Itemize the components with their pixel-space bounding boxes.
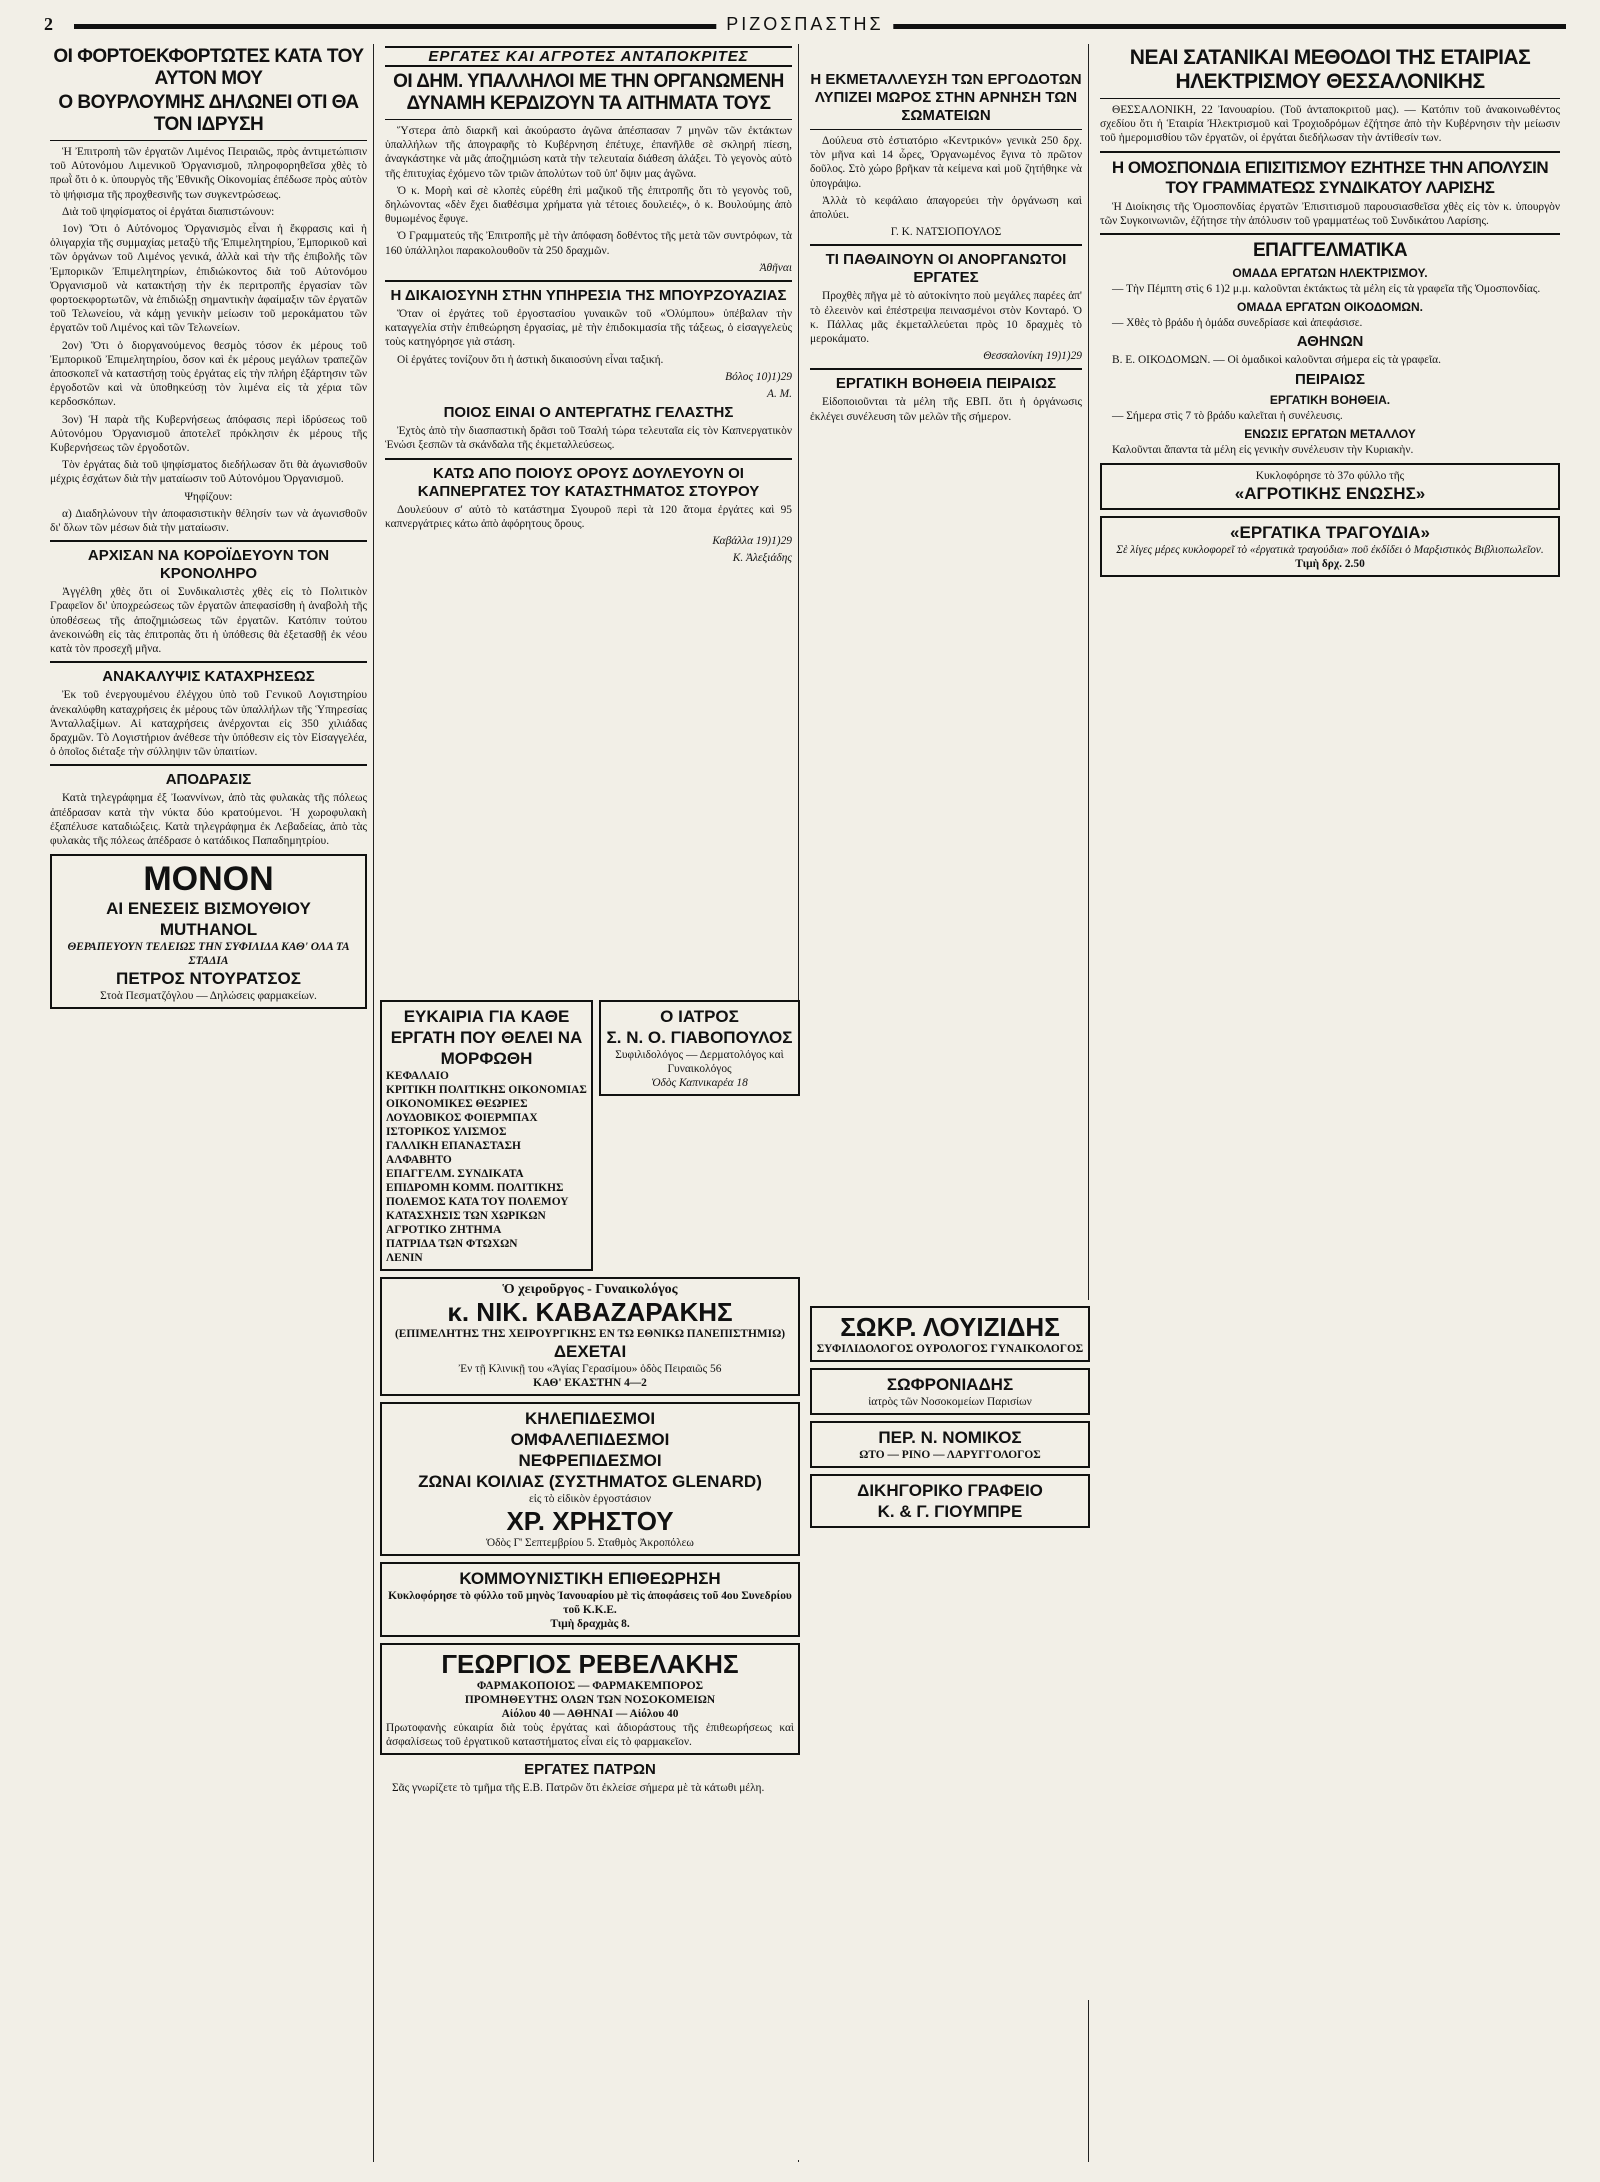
ad-title: ΣΩΚΡ. ΛΟΥΙΖΙΔΗΣ <box>840 1312 1060 1342</box>
ad-title: Ὁ χειροῦργος - Γυναικολόγος <box>502 1282 678 1297</box>
advertisement-bandages <box>380 1402 800 1556</box>
col3-ads <box>810 1300 1090 2000</box>
paragraph: Εἰδοποιοῦνται τὰ μέλη τῆς ΕΒΠ. ὅτι ἡ ὀργάνωσις ἐκλέγει συνέλευση τῶν μελῶν τῆς σήμερον. <box>810 396 1082 423</box>
book-item: ΛΟΥΔΟΒΙΚΟΣ ΦΟΙΕΡΜΠΑΧ <box>386 1112 538 1124</box>
notice-title: ΟΜΑΔΑ ΕΡΓΑΤΩΝ ΗΛΕΚΤΡΙΣΜΟΥ. <box>1232 266 1428 281</box>
book-item: ΕΠΙΔΡΟΜΗ ΚΟΜΜ. ΠΟΛΙΤΙΚΗΣ <box>386 1182 564 1194</box>
column-1 <box>44 44 374 2162</box>
ad-price: Τιμὴ δραχμὰς 8. <box>550 1618 630 1630</box>
paragraph: Ἡ Ἐπιτροπὴ τῶν ἐργατῶν Λιμένος Πειραιῶς, πρὸς ἀντιμετώπισιν τοῦ Αὐτονόμου Λιμενικοῦ Ὀργανισμοῦ, πληροφορηθεῖσα χθὲς τὸ πρωῒ ὅτι ὁ κ. ὑπουργὸς τῆς Ἐθνικῆς Οἰκονομίας ἐπέδωσε πρὸς αὐτὸν τὸ ψήφισμα τῆς προχθεσινῆς των συγκεντρώσεως. <box>50 146 367 201</box>
page-number: 2 <box>44 14 53 34</box>
paragraph: Ὅταν οἱ ἐργάτες τοῦ ἐργοστασίου γυναικῶν τοῦ «Ὀλύμπου» ὑπέβαλαν τὴν καταγγελία στὴν ἐπιθεώρηση ἐργασίας, μὲ τὴν ἐπιδοκιμασία τῆς τάξεως, ὁ εἰσαγγελεὺς τοὺς κατηγόρησε γιὰ στάση. <box>385 308 792 349</box>
signature: Α. Μ. <box>767 388 792 401</box>
book-item: ΚΕΦΑΛΑΙΟ <box>386 1070 449 1082</box>
paragraph: 1ον) Ὅτι ὁ Αὐτόνομος Ὀργανισμὸς εἶναι ἡ ἔκφρασις καὶ ἡ ὀλιγαρχία τῆς συμμαχίας μεταξὺ τῆς Ἐπιμελητηρίου, Ἐμπορικοῦ καὶ τῶν ὀργάνων τοῦ Λιμένος γενικά, ἀλλὰ καὶ τὴν τῆς ἐπιβολῆς τῶν Ἐμπορικῶν Ἐπιμελητηρίων, ἐπιδιώκοντος διὰ τοῦ Αὐτονόμου Ὀργανισμοῦ νὰ κατακτήσῃ τὴν ἐκ περιτροπῆς ἐργασίαν τῶν φορτοεκφορτωτῶν, νὰ ἐπιδιώξῃ σημαντικὴν ἀφαίμαξιν τῶν ἐργατῶν τοῦ Τελωνείου, νὰ κάμῃ γενικὴν μείωσιν τοῦ μεροκάματου τῶν ἐργατῶν τοῦ Λιμένος καὶ τῶν Τελωνείων. <box>50 223 367 335</box>
paragraph: Δούλευα στὸ ἐστιατόριο «Κεντρικόν» γενικὰ 250 δρχ. τὸν μῆνα καὶ 14 ὧρες, Ὀργανωμένος ἔγινα τὸ πρῶτον δοῦλος. Στὸ χώρο βρῆκαν τὰ κείμενα καὶ μοῦ ζητήθηκε νὰ ὑπογράψω. <box>810 135 1082 190</box>
advertisement-pharmacy <box>380 1643 800 1755</box>
book-list <box>386 1069 587 1265</box>
columns <box>44 44 1566 2162</box>
book-item: ΠΟΛΕΜΟΣ ΚΑΤΑ ΤΟΥ ΠΟΛΕΜΟΥ <box>386 1196 569 1208</box>
section-band: ΕΡΓΑΤΕΣ ΚΑΙ ΑΓΡΟΤΕΣ ΑΝΤΑΠΟΚΡΙΤΕΣ <box>385 46 792 67</box>
dateline: Καβάλλα 19)1)29 <box>712 535 792 548</box>
ad-subtitle: (ΕΠΙΜΕΛΗΤΗΣ ΤΗΣ ΧΕΙΡΟΥΡΓΙΚΗΣ ΕΝ ΤΩ ΕΘΝΙΚΩ ΠΑΝΕΠΙΣΤΗΜΙΩ) <box>395 1328 785 1340</box>
signature: Κ. Ἀλεξιάδης <box>732 552 792 565</box>
ads-block <box>380 1000 800 2160</box>
ad-address: Ἐν τῇ Κλινικῇ του «Ἁγίας Γερασίμου» ὁδὸς Πειραιῶς 56 <box>458 1363 722 1375</box>
paragraph: Δουλεύουν σ' αὐτὸ τὸ κατάστημα Σγουροῦ περὶ τὰ 120 ἄτομα ἐργάτες καὶ 95 καπνεργάτριες κάτω ἀπὸ ἀφόρητους ὅρους. <box>385 503 792 530</box>
ad-address: Ὁδὸς Γ' Σεπτεμβρίου 5. Σταθμὸς Ἀκροπόλεω <box>486 1537 694 1549</box>
ad-title: ΣΩΦΡΟΝΙΑΔΗΣ <box>886 1375 1014 1394</box>
paragraph: ΘΕΣΣΑΛΟΝΙΚΗ, 22 Ἰανουαρίου. (Τοῦ ἀνταποκριτοῦ μας). — Κατόπιν τοῦ ἀνακοινωθέντος σχεδίου ὅτι ἡ Ἑταιρία Ἠλεκτρισμοῦ καὶ Τροχιοδρόμων ἐζήτησε ἀπὸ τὴν Κυβέρνησιν τὴν μείωσιν τοῦ ἡμερομισθίου τῶν ἐργατῶν, οἱ ἐργάται διεδήλωσαν τὴν ἀντίθεσίν των. <box>1100 104 1560 145</box>
ad-title: ΔΙΚΗΓΟΡΙΚΟ ΓΡΑΦΕΙΟ <box>857 1481 1043 1500</box>
ad-title: ΚΟΜΜΟΥΝΙΣΤΙΚΗ ΕΠΙΘΕΩΡΗΣΗ <box>459 1569 721 1588</box>
headline: ΕΡΓΑΤΕΣ ΠΑΤΡΩΝ <box>524 1761 656 1778</box>
ad-title: ΜΟΝΟΝ <box>143 860 274 899</box>
signature: Γ. Κ. ΝΑΤΣΙΟΠΟΥΛΟΣ <box>890 226 1002 239</box>
ad-subtitle: ΩΤΟ — ΡΙΝΟ — ΛΑΡΥΓΓΟΛΟΓΟΣ <box>859 1449 1041 1461</box>
headline: ΝΕΑΙ ΣΑΤΑΝΙΚΑΙ ΜΕΘΟΔΟΙ ΤΗΣ ΕΤΑΙΡΙΑΣ ΗΛΕΚΤΡΙΣΜΟΥ ΘΕΣΣΑΛΟΝΙΚΗΣ <box>1129 46 1531 93</box>
headline: ΕΠΑΓΓΕΛΜΑΤΙΚΑ <box>1252 240 1408 262</box>
advertisement-law-office <box>810 1474 1090 1528</box>
ad-subtitle: ΦΑΡΜΑΚΟΠΟΙΟΣ — ΦΑΡΜΑΚΕΜΠΟΡΟΣ <box>476 1680 704 1692</box>
paragraph: Ὕστερα ἀπὸ διαρκῆ καὶ ἀκούραστο ἀγῶνα ἀπέσπασαν 7 μηνῶν τῶν ἐκτάκτων ὑπαλλήλων τῆς ἀπογραφῆς τὸ Κυβέρνηση ἐπέτυχε, ἐπανῆλθε σὲ σκληρή πίεση, ἀναγκάστηκε νὰ μᾶς ἀποζημιώση κατὰ τὴν τελευταία διάθεση ἀλάξει. Τὸ γεγονὸς αὐτὸ τῆς ἐπιτυχίας ἐχόμενο τῶν τριῶν ἀπολύτων τοῦ ὑπ' ὄψιν μας ἀγῶνα. <box>385 125 792 180</box>
ad-text: Σὲ λίγες μέρες κυκλοφορεῖ τὸ «ἐργατικὰ τραγούδια» ποῦ ἐκδίδει ὁ Μαρξιστικὸς Βιβλιοπωλεῖον. <box>1116 544 1544 557</box>
ad-line: ΖΩΝΑΙ ΚΟΙΛΙΑΣ (ΣΥΣΤΗΜΑΤΟΣ GLENARD) <box>418 1472 762 1491</box>
ad-line: εἰς τὸ εἰδικὸν ἐργοστάσιον <box>529 1493 651 1505</box>
paragraph: Σᾶς γνωρίζετε τὸ τμῆμα τῆς Ε.Β. Πατρῶν ὅτι ἐκλείσε σήμερα μὲ τὰ κάτωθι μέλη. <box>392 1782 765 1794</box>
notice-title: ΕΡΓΑΤΙΚΗ ΒΟΗΘΕΙΑ. <box>1269 392 1391 407</box>
book-item: ΙΣΤΟΡΙΚΟΣ ΥΛΙΣΜΟΣ <box>386 1126 507 1138</box>
headline: Η ΕΚΜΕΤΑΛΛΕΥΣΗ ΤΩΝ ΕΡΓΟΔΟΤΩΝ ΛΥΠΙΖΕΙ ΜΩΡΟΣ ΣΤΗΝ ΑΡΝΗΣΗ ΤΩΝ ΣΩΜΑΤΕΙΩΝ <box>810 71 1082 124</box>
signature: Ἀθῆναι <box>759 261 792 274</box>
headline: ΟΙ ΔΗΜ. ΥΠΑΛΛΗΛΟΙ ΜΕ ΤΗΝ ΟΡΓΑΝΩΜΕΝΗ ΔΥΝΑΜΗ ΚΕΡΔΙΖΟΥΝ ΤΑ ΑΙΤΗΜΑΤΑ ΤΟΥΣ <box>393 71 784 114</box>
ad-address: Ὁδὸς Καπνικαρέα 18 <box>651 1077 748 1089</box>
advertisement-nomikos <box>810 1421 1090 1468</box>
ad-agent: ΠΕΤΡΟΣ ΝΤΟΥΡΑΤΣΟΣ <box>116 969 301 989</box>
ad-price: Τιμὴ δρχ. 2.50 <box>1295 558 1365 571</box>
ad-text: Πρωτοφανὴς εὐκαιρία διὰ τοὺς ἐργάτας καὶ ἀδιοράστους τῆς ἐπιθεωρήσεως καὶ ἀσφαλίσεως τοῦ ἐργατικοῦ καταστήματος εἶναι εἰς τὸ φαρμακεῖον. <box>386 1722 794 1748</box>
ad-line: ΑΙ ΕΝΕΣΕΙΣ ΒΙΣΜΟΥΘΙΟΥ MUTHANOL <box>106 899 311 940</box>
ad-line: ΝΕΦΡΕΠΙΔΕΣΜΟΙ <box>518 1451 662 1470</box>
paragraph: α) Διαδηλώνουν τὴν ἀποφασιστικὴν θέλησίν των νὰ ἀγωνισθοῦν δι' ὅλων τῶν μέσων διὰ τὴν ματαίωσιν. <box>50 507 367 535</box>
ad-subtitle: ΠΡΟΜΗΘΕΥΤΗΣ ΟΛΩΝ ΤΩΝ ΝΟΣΟΚΟΜΕΙΩΝ <box>464 1694 716 1706</box>
headline: Η ΟΜΟΣΠΟΝΔΙΑ ΕΠΙΣΙΤΙΣΜΟΥ ΕΖΗΤΗΣΕ ΤΗΝ ΑΠΟΛΥΣΙΝ ΤΟΥ ΓΡΑΜΜΑΤΕΩΣ ΣΥΝΔΙΚΑΤΟΥ ΛΑΡΙΣΗΣ <box>1111 157 1549 197</box>
book-item: ΓΑΛΛΙΚΗ ΕΠΑΝΑΣΤΑΣΗ <box>386 1140 521 1152</box>
headline: ΤΙ ΠΑΘΑΙΝΟΥΝ ΟΙ ΑΝΟΡΓΑΝΩΤΟΙ ΕΡΓΑΤΕΣ <box>825 251 1067 287</box>
column-4 <box>1094 44 1566 2162</box>
book-item: ΚΑΤΑΣΧΗΣΙΣ ΤΩΝ ΧΩΡΙΚΩΝ <box>386 1210 546 1222</box>
paragraph: Τὸν ἐργάτας διὰ τοῦ ψηφίσματος διεδήλωσαν ὅτι θὰ ἀγωνισθοῦν μέχρις ἐσχάτων διὰ τὴν ματαίωσιν τοῦ Αὐτονόμου Ὀργανισμοῦ. <box>50 459 367 486</box>
book-item: ΑΓΡΟΤΙΚΟ ΖΗΤΗΜΑ <box>386 1224 502 1236</box>
paragraph: Προχθὲς πῆγα μὲ τὸ αὐτοκίνητο ποὺ μεγάλες παρέες ἀπ' τὸ ἐλεεινὸν καὶ ἐπέστρεψα πεινασμένοι στὸν Κονταρό. Ὁ κ. Πάλλας μᾶς ἐκμεταλλεύεται πρὸς 10 δραχμὲς τὸ μεροκάματο. <box>810 290 1082 346</box>
paragraph: Ἐκ τοῦ ἐνεργουμένου ἐλέγχου ὑπὸ τοῦ Γενικοῦ Λογιστηρίου ἀνεκαλύφθη καταχρήσεις ἐκ μέρους τῶν ὑπαλλήλων τῆς Ὑπηρεσίας Ἀνταλλαξίμων. Αἱ καταχρήσεις ἀνέρχονται εἰς 350 χιλιάδας δραχμῶν. Τὸ Λογιστήριον ἀνέθεσε τὴν ὑπόθεσιν εἰς τὸν Εἰσαγγελέα, ὁ ὁποῖος διέταξε τὴν σύλληψιν τῶν ὑπαιτίων. <box>50 689 367 759</box>
ad-title: ΠΕΡ. Ν. ΝΟΜΙΚΟΣ <box>878 1428 1022 1447</box>
advertisement-songs <box>1100 516 1560 577</box>
ad-title: ΓΕΩΡΓΙΟΣ ΡΕΒΕΛΑΚΗΣ <box>441 1649 739 1679</box>
paragraph: Ψηφίζουν: <box>184 490 233 503</box>
ad-subtitle: ἰατρὸς τῶν Νοσοκομείων Παρισίων <box>868 1396 1032 1408</box>
notice-title: ΕΝΩΣΙΣ ΕΡΓΑΤΩΝ ΜΕΤΑΛΛΟΥ <box>1244 426 1416 441</box>
ad-name: ΧΡ. ΧΡΗΣΤΟΥ <box>506 1506 674 1536</box>
advertisement-agrotiki <box>1100 463 1560 510</box>
paragraph: Καλοῦνται ἅπαντα τὰ μέλη εἰς γενικὴν συνέλευσιν τὴν Κυριακὴν. <box>1112 443 1414 456</box>
advertisement-books <box>380 1000 593 1271</box>
ad-line: ΚΗΛΕΠΙΔΕΣΜΟΙ <box>524 1409 656 1428</box>
paragraph: Ἡ Διοίκησις τῆς Ὁμοσπονδίας ἐργατῶν Ἐπισιτισμοῦ παρουσιασθεῖσα χθὲς εἰς τὸν κ. ὑπουργὸν τῶν Συγκοινωνιῶν, ἐζήτησε τὴν ἀπόλυσιν τοῦ γραμματέως τοῦ Συνδικάτου Λαρίσης. <box>1100 200 1560 227</box>
paragraph: Ἐχτὸς ἀπὸ τὴν διασπαστικὴ δρᾶσι τοῦ Τσαλή τώρα τελευταῖα εἰς τὸν Καπνεργατικὸν Ἑνώσι ξεσπῶν τὰ σκάνδαλα τῆς ἐκμεταλλεύσεως. <box>385 425 792 452</box>
paragraph: Οἱ ἐργάτες τονίζουν ὅτι ἡ ἀστικὴ δικαιοσύνη εἶναι ταξική. <box>397 353 664 366</box>
advertisement-surgeon <box>380 1277 800 1396</box>
ad-subtitle: Συφιλιδολόγος — Δερματολόγος καὶ Γυναικολόγος <box>615 1049 784 1075</box>
paper-name: ΡΙΖΟΣΠΑΣΤΗΣ <box>716 14 893 35</box>
book-item: ΛΕΝΙΝ <box>386 1252 423 1264</box>
paragraph: Κατὰ τηλεγράφημα ἐξ Ἰωαννίνων, ἀπὸ τὰς φυλακὰς τῆς πόλεως ἀπέδρασαν κατὰ τὴν νύκτα δύο κρατούμενοι. Ἡ χωροφυλακὴ ἐξαπέλυσε καταδιώξεις. Κατὰ τηλεγράφημα ἐκ Λεβαδείας, ἀπὸ τὰς φυλακὰς τῆς πόλεως ἀπέδρασε ὁ κατάδικος Παπαδημητρίου. <box>50 792 367 847</box>
ad-text: Κυκλοφόρησε τὸ φύλλο τοῦ μηνὸς Ἰανουαρίου μὲ τὶς ἀποφάσεις τοῦ 4ου Συνεδρίου τοῦ Κ.Κ.Ε. <box>388 1590 792 1616</box>
advertisement-muthanol <box>50 854 367 1009</box>
section-title: ΑΘΗΝΩΝ <box>1296 333 1364 351</box>
paragraph: Ἀλλὰ τὸ κεφάλαιο ἀπαγορεύει τὴν ὀργάνωση καὶ ἀπολύει. <box>810 194 1082 222</box>
paragraph: Β. Ε. ΟΙΚΟΔΟΜΩΝ. — Οἱ ὁμαδικοὶ καλοῦνται σήμερα εἰς τὰ γραφεῖα. <box>1112 354 1441 367</box>
headline: ΟΙ ΦΟΡΤΟΕΚΦΟΡΤΩΤΕΣ ΚΑΤΑ ΤΟΥ ΑΥΤΟΝ ΜΟΥ <box>53 46 364 89</box>
headline: Ο ΒΟΥΡΛΟΥΜΗΣ ΔΗΛΩΝΕΙ ΟΤΙ ΘΑ ΤΟΝ ΙΔΡΥΣΗ <box>58 92 359 135</box>
book-item: ΚΡΙΤΙΚΗ ΠΟΛΙΤΙΚΗΣ ΟΙΚΟΝΟΜΙΑΣ <box>386 1084 587 1096</box>
notice-title: ΟΜΑΔΑ ΕΡΓΑΤΩΝ ΟΙΚΟΔΟΜΩΝ. <box>1237 300 1423 315</box>
ad-line: ΟΜΦΑΛΕΠΙΔΕΣΜΟΙ <box>510 1430 670 1449</box>
headline: ΑΝΑΚΑΛΥΨΙΣ ΚΑΤΑΧΡΗΣΕΩΣ <box>102 668 315 686</box>
advertisement-louizidis <box>810 1306 1090 1362</box>
book-item: ΕΠΑΓΓΕΛΜ. ΣΥΝΔΙΚΑΤΑ <box>386 1168 524 1180</box>
headline: ΑΠΟΔΡΑΣΙΣ <box>165 771 252 789</box>
paragraph: — Χθὲς τὸ βράδυ ἡ ὁμάδα συνεδρίασε καὶ ἀπεφάσισε. <box>1112 317 1363 330</box>
ad-receives: ΔΕΧΕΤΑΙ <box>553 1342 627 1361</box>
headline: ΚΑΤΩ ΑΠΟ ΠΟΙΟΥΣ ΟΡΟΥΣ ΔΟΥΛΕΥΟΥΝ ΟΙ ΚΑΠΝΕΡΓΑΤΕΣ ΤΟΥ ΚΑΤΑΣΤΗΜΑΤΟΣ ΣΤΟΥΡΟΥ <box>417 464 760 500</box>
headline: ΠΟΙΟΣ ΕΙΝΑΙ Ο ΑΝΤΕΡΓΑΤΗΣ ΓΕΛΑΣΤΗΣ <box>443 404 734 422</box>
paragraph: Ἀγγέλθη χθὲς ὅτι οἱ Συνδικαλιστὲς χθὲς εἰς τὸ Πολιτικὸν Γραφεῖον δι' ὑποχρεώσεως τῶν ἐργατῶν ἀπεφασίσθη ἡ ἀναβολὴ τῆς ὑποθέσεως τῆς ἀποζημιώσεως τῶν ἐργατῶν. Κατόπιν τούτου ἀνεκοινώθη εἰς τὰς ἐπιτροπὰς ὅτι ἡ ὑπόθεσις θὰ ἐξετασθῇ ἐκ νέου κατὰ τὸν προσεχῆ μῆνα. <box>50 586 367 656</box>
paragraph: Διὰ τοῦ ψηφίσματος οἱ ἐργάται διαπιστώνουν: <box>62 205 275 218</box>
paragraph: — Σήμερα στὶς 7 τὸ βράδυ καλεῖται ἡ συνέλευσις. <box>1112 409 1343 422</box>
ad-subtitle: Κυκλοφόρησε τὸ 37ο φύλλο τῆς <box>1255 470 1405 483</box>
paragraph: 3ον) Ἡ παρὰ τῆς Κυβερνήσεως ἀπόφασις περὶ ἱδρύσεως τοῦ Αὐτονόμου Ὀργανισμοῦ ἀποτελεῖ πρόκλησιν ἐκ μέρους τῆς Κυβερνήσεως τῶν ἐργοδοτῶν. <box>50 413 367 455</box>
book-item: ΠΑΤΡΙΔΑ ΤΩΝ ΦΤΩΧΩΝ <box>386 1238 518 1250</box>
ad-title: «ΕΡΓΑΤΙΚΑ ΤΡΑΓΟΥΔΙΑ» <box>1230 523 1430 543</box>
dateline: Βόλος 10)1)29 <box>725 370 792 383</box>
ad-title: ΕΥΚΑΙΡΙΑ ΓΙΑ ΚΑΘΕ ΕΡΓΑΤΗ ΠΟΥ ΘΕΛΕΙ ΝΑ ΜΟΡΦΩΘΗ <box>390 1007 583 1068</box>
paragraph: Ὁ Γραμματεύς τῆς Ἐπιτροπῆς μὲ τὴν ἀπόφαση δοθέντος τῆς μετὰ τῶν συντρόφων, τὰ 160 ὑπάλληλοι παρακολουθοῦν τὰ 250 δραχμῶν. <box>385 230 792 257</box>
ad-title: Ο ΙΑΤΡΟΣ <box>660 1007 739 1026</box>
ad-address: Αἰόλου 40 — ΑΘΗΝΑΙ — Αἰόλου 40 <box>501 1708 679 1720</box>
ad-title: «ΑΓΡΟΤΙΚΗΣ ΕΝΩΣΗΣ» <box>1234 484 1426 504</box>
headline: ΕΡΓΑΤΙΚΗ ΒΟΗΘΕΙΑ ΠΕΙΡΑΙΩΣ <box>835 375 1057 393</box>
headline: Η ΔΙΚΑΙΟΣΥΝΗ ΣΤΗΝ ΥΠΗΡΕΣΙΑ ΤΗΣ ΜΠΟΥΡΖΟΥΑΖΙΑΣ <box>390 287 787 305</box>
advertisement-sofroniadis <box>810 1368 1090 1415</box>
ad-name: κ. ΝΙΚ. ΚΑΒΑΖΑΡΑΚΗΣ <box>447 1297 733 1327</box>
book-item: ΑΛΦΑΒΗΤΟ <box>386 1154 452 1166</box>
advertisement-doctor <box>599 1000 800 1096</box>
ad-text: ΘΕΡΑΠΕΥΟΥΝ ΤΕΛΕΙΩΣ ΤΗΝ ΣΥΦΙΛΙΔΑ ΚΑΘ' ΟΛΑ ΤΑ ΣΤΑΔΙΑ <box>67 941 350 968</box>
book-item: ΟΙΚΟΝΟΜΙΚΕΣ ΘΕΩΡΙΕΣ <box>386 1098 528 1110</box>
ad-address: Στοὰ Πεσματζόγλου — Δηλώσεις φαρμακείων. <box>100 990 317 1003</box>
ad-name: Σ. Ν. Ο. ΓΙΑΒΟΠΟΥΛΟΣ <box>606 1028 793 1047</box>
ad-subtitle: ΣΥΦΙΛΙΔΟΛΟΓΟΣ ΟΥΡΟΛΟΓΟΣ ΓΥΝΑΙΚΟΛΟΓΟΣ <box>816 1343 1084 1355</box>
paragraph: — Τὴν Πέμπτη στὶς 6 1)2 μ.μ. καλοῦνται ἐκτάκτως τὰ μέλη εἰς τὰ γραφεῖα τῆς Ὁμοσπονδίας. <box>1112 283 1541 296</box>
paragraph: Ὁ κ. Μορὴ καὶ σὲ κλοπὲς εὑρέθη ἐπὶ μαζικοῦ τῆς ἐπιτροπῆς ὅτι τὸ γεγονὸς τοῦ, δηλώνοντας «δὲν ἔχει διαθέσιμα χρήματα γιὰ τέτοιες δουλειές», ὁ κ. Βουλούμης ἀπὸ θυμωμένος ἔφυγε. <box>385 184 792 226</box>
headline: ΑΡΧΙΣΑΝ ΝΑ ΚΟΡΟΪΔΕΥΟΥΝ ΤΟΝ ΚΡΟΝΟΛΗΡΟ <box>87 547 330 583</box>
dateline: Θεσσαλονίκη 19)1)29 <box>983 350 1082 363</box>
masthead <box>44 14 1566 38</box>
ad-subtitle: Κ. & Γ. ΓΙΟΥΜΠΡΕ <box>877 1502 1023 1521</box>
advertisement-review <box>380 1562 800 1637</box>
section-title: ΠΕΙΡΑΙΩΣ <box>1295 370 1365 388</box>
paragraph: 2ον) Ὅτι ὁ διοργανούμενος θεσμὸς τόσον ἐκ μέρους τοῦ Ἐμπορικοῦ Ἐπιμελητηρίου, ὅσον καὶ ἐκ μέρους μεγάλων τραπεζῶν ἀποσκοπεῖ νὰ καταστήσῃ τοὺς ἐργάτας εἰς τὴν πλήρη ἐξάρτησιν τῶν ἐργοδοτῶν καὶ νὰ ὑποθηκεύσῃ τὸν λιμένα εἰς τὰ χέρια τῶν κερδοσκόπων. <box>50 339 367 409</box>
ad-hours: ΚΑΘ' ΕΚΑΣΤΗΝ 4—2 <box>533 1377 647 1389</box>
